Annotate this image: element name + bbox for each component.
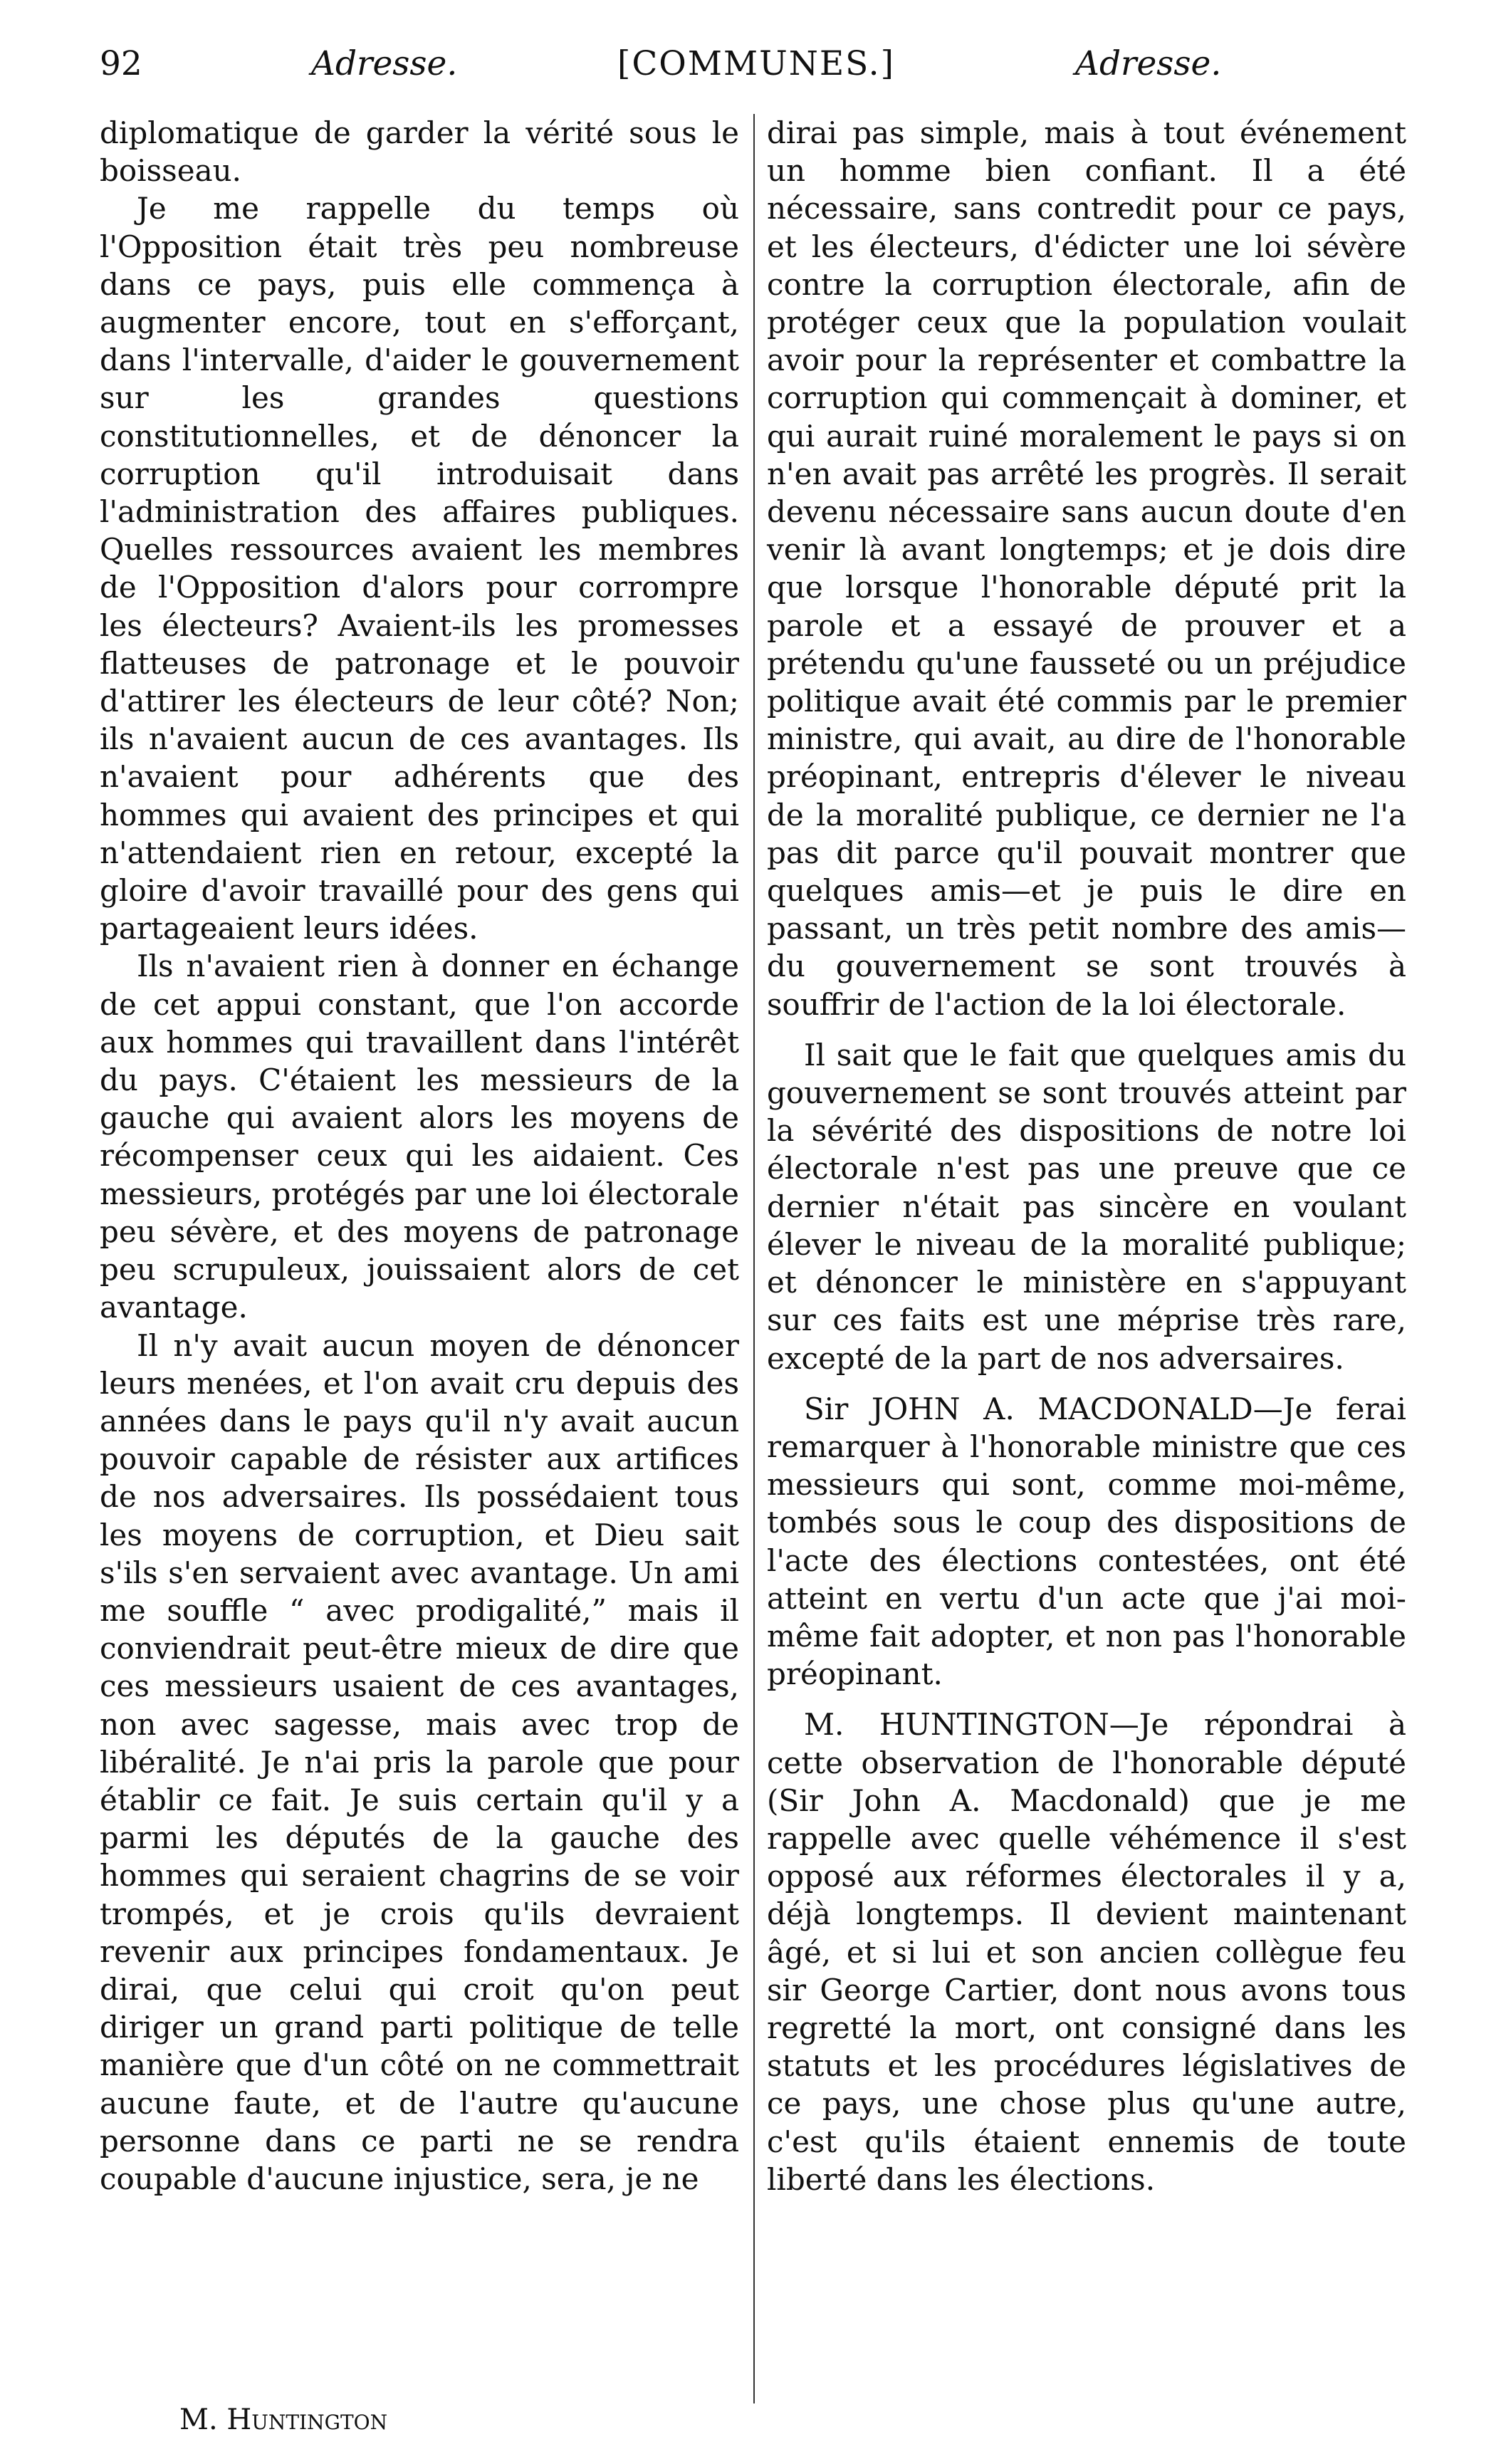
speech-macdonald [767, 1390, 1406, 1693]
catchword: M. Huntington [179, 2403, 388, 2436]
column-divider [753, 114, 755, 2403]
right-column [767, 114, 1406, 2198]
speaker-name: M. HUNTINGTON— [804, 1707, 1139, 1743]
running-header [100, 44, 1403, 94]
header-title-left: Adresse. [311, 44, 458, 83]
left-paragraph: Ils n'avaient rien à donner en échange de cet appui constant, que l'on accorde aux hommes qui travaillent dans l'intérêt du pays. C'étaient les messieurs de la gauche qui avaient alors les moyens de récompenser ceux qui les aidaient. Ces messieurs, protégés par une loi électorale peu sévère, et des moyens de patronage peu scrupuleux, jouissaient alors de cet avantage. [100, 949, 739, 1325]
speech-text: Je ferai remarquer à l'honorable ministre que ces messieurs qui sont, comme moi-même, tombés sous le coup des dispositions de l'acte des élections contestées, ont été atteint en vertu d'un acte que j'ai moi-même fait adopter, et non pas l'honorable préopinant. [767, 1391, 1406, 1692]
speaker-name: Sir JOHN A. MACDONALD— [804, 1391, 1283, 1426]
right-paragraph-continuation [767, 114, 1406, 1023]
header-section: [COMMUNES.] [617, 44, 895, 83]
left-column [100, 114, 739, 2198]
speech-text: Je répondrai à cette observation de l'honorable député (Sir John A. Macdonald) que je me rappelle avec quelle véhémence il s'est opposé aux réformes électorales il y a, déjà longtemps. Il devient maintenant âgé, et si lui et son ancien collègue feu sir George Cartier, dont nous avons tous regretté la mort, ont consigné dans les statuts et les procédures législatives de ce pays, une chose plus qu'une autre, c'est qu'ils étaient ennemis de toute liberté dans les élections. [767, 1707, 1406, 2197]
page-number: 92 [100, 44, 142, 83]
left-paragraph-continuation: diplomatique de garder la vérité sous le boisseau. [100, 115, 739, 189]
left-paragraph: Je me rappelle du temps où l'Opposition était très peu nombreuse dans ce pays, puis elle commença à augmenter encore, tout en s'efforçant, dans l'intervalle, d'aider le gouvernement sur les grandes questions constitutionnelles, et de dénoncer la corruption qu'il introduisait dans l'administration des affaires publiques. Quelles ressources avaient les membres de l'Opposition d'alors pour corrompre les électeurs? Avaient-ils les promesses flatteuses de patronage et le pouvoir d'attirer les électeurs de leur côté? Non; ils n'avaient aucun de ces avantages. Ils n'avaient pour adhérents que des hommes qui avaient des principes et qui n'attendaient rien en retour, excepté la gloire d'avoir travaillé pour des gens qui partageaient leurs idées. [100, 191, 739, 946]
paragraph-text: Il sait que le fait que quelques amis du gouvernement se sont trouvés atteint par la sévérité des dispositions de notre loi électorale n'est pas une preuve que ce dernier n'était pas sincère en voulant élever le niveau de la moralité publique; et dénoncer le ministère en s'appuyant sur ces faits est une méprise très rare, excepté de la part de nos adversaires. [767, 1037, 1406, 1376]
right-paragraph [767, 1036, 1406, 1377]
header-title-right: Adresse. [1075, 44, 1222, 83]
speech-huntington [767, 1706, 1406, 2198]
left-paragraph: Il n'y avait aucun moyen de dénoncer leurs menées, et l'on avait cru depuis des années dans le pays qu'il n'y avait aucun pouvoir capable de résister aux artifices de nos adversaires. Ils possédaient tous les moyens de corruption, et Dieu sait s'ils s'en servaient avec avantage. Un ami me souffle “ avec prodigalité,” mais il conviendrait peut-être mieux de dire que ces messieurs usaient de ces avantages, non avec sagesse, mais avec trop de libéralité. Je n'ai pris la parole que pour établir ce fait. Je suis certain qu'il y a parmi les députés de la gauche des hommes qui seraient chagrins de se voir trompés, et je crois qu'ils devraient revenir aux principes fondamentaux. Je dirai, que celui qui croit qu'on peut diriger un grand parti politique de telle manière que d'un côté on ne commettrait aucune faute, et de l'autre qu'aucune personne dans ce parti ne se rendra coupable d'aucune injustice, sera, je ne [100, 1327, 739, 2196]
paragraph-text: dirai pas simple, mais à tout événement un homme bien confiant. Il a été nécessaire, sans contredit pour ce pays, et les électeurs, d'édicter une loi sévère contre la corruption électorale, afin de protéger ceux que la population voulait avoir pour la représenter et combattre la corruption qui commençait à dominer, et qui aurait ruiné moralement le pays si on n'en avait pas arrêté les progrès. Il serait devenu nécessaire sans aucun doute d'en venir là avant longtemps; et je dois dire que lorsque l'honorable député prit la parole et a essayé de prouver et a prétendu qu'une fausseté ou un préjudice politique avait été commis par le premier ministre, qui avait, au dire de l'honorable préopinant, entrepris d'élever le niveau de la moralité publique, ce dernier ne l'a pas dit parce qu'il pouvait montrer que quelques amis—et je puis le dire en passant, un très petit nombre des amis—du gouvernement se sont trouvés à souffrir de l'action de la loi électorale. [767, 115, 1406, 1022]
